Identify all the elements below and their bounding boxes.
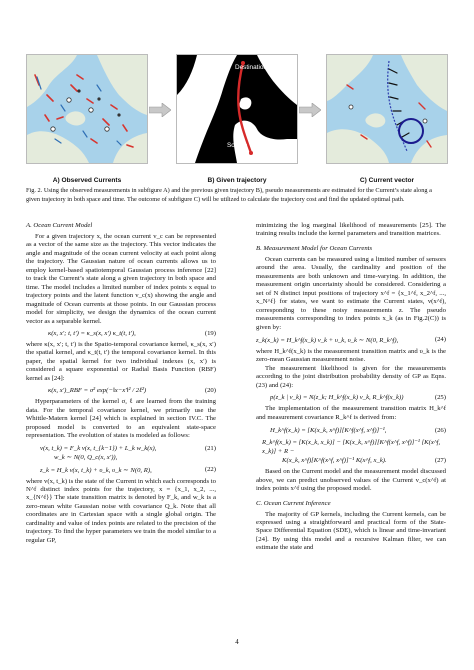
panel-c-map [326,54,448,164]
panel-b-trajectory [176,54,298,164]
paragraph: The majority of GP kernels, including the Current kernels, can be expressed using a straightforward and practical form of the State-Space Differential Equation (SDE), which is linear and time-invariant [24]. By using this model and a recursive Kalman filter, we can estimate the state and [256,510,446,552]
paragraph: The implementation of the measurement transition matrix H_k^f and measurement covariance R_k^f is derived from: [256,405,446,421]
panel-a-label: A) Observed Currents [52,177,122,184]
equation-20: κ(x, x′)_RBF = σ² exp(−‖x−x′‖² / 2ℓ²) (20) [48,387,216,395]
paragraph: Hyperparameters of the kernel σ, ℓ are learned from the training data. For the temporal covariance kernel, we primarily use the Whittle-Matern kernel [24] which is explained in section IV.C. The proposed model is converted to an equivalent state-space representation. The evolution of states is modeled as follows: [26,398,216,440]
left-column [26,222,216,545]
figure-caption: Fig. 2. Using the observed measurements in subfigure A) and the previous given trajectory B), pseudo measurements are estimated for the Current’s state along a given trajectory in both space and time. The outcome of subfigure C) will be utilized to calculate the trajectory cost and find the updated optimal path. [26,187,432,203]
source-label: Source [227,142,248,149]
paragraph: minimizing the log marginal likelihood of measurements [25]. The training results include the kernel parameters and transition matrices. [256,222,446,238]
section-heading-ocean-current-model: A. Ocean Current Model [26,222,93,229]
equation-26: H_k^f(x_k) = [K(x_k, x^f)][K^f(x^f, x^f)]⁻¹, (26) [270,426,446,435]
equation-25: p(z_k | v_k) = N(z_k; H_k^f(x_k) v_k, R_k^f(x_k)) (25) [270,394,446,402]
arrow-right-icon [299,103,321,117]
destination-label: Destination [235,64,267,71]
equation-24: z_k(x_k) = H_k^f(x_k) v_k + υ_k, υ_k ∼ N(0, R_k^f), (24) [256,336,446,344]
panel-a-map [26,54,148,164]
current-vector-map [327,55,447,163]
equation-27: R_k^f(x_k) = [K(x_k, x_k)] − [K(x_k, x^f)][K^f(x^f, x^f)]⁻¹ [K(x^f, x_k)] + R − K(x_k, x^f)[K^f(x^f, x^f)]⁻¹ K(x^f, x_k). (27) [262,439,446,465]
paragraph: where H_k^f(x_k) is the measurement transition matrix and υ_k is the zero-mean Gaussian measurement noise. [256,347,446,364]
panel-c-label: C) Current vector [359,177,415,184]
equation-19: κ(x, x′; t, t′) = κ_s(x, x′) κ_t(t, t′), (19) [48,329,216,337]
section-heading-measurement-model: B. Measurement Model for Ocean Currents [256,244,373,252]
paragraph: For a given trajectory x, the ocean current v_c can be represented as a vector of the same size as the trajectory. This vector indicates the angle and magnitude of the ocean current velocity at each point along the trajectory. The Gaussian nature of ocean currents allows us to employ kernel-based spatiotemporal Gaussian process inference [22] to track the Current’s state along a given trajectory in both space and time. The model includes a limited number of index points x equal to trajectory points and the latent function v_c(x) showing the angle and magnitude of Ocean currents at those points. In our Gaussian process model for simplicity, we design the dynamics of the ocean current vector as a separable kernel. [26,233,216,325]
equation-21: v(x, t_k) = F_k v(x, t_{k−1}) + L_k w_k(x), (21) w_k ∼ N(0, Q_c(x, x′)), [40,444,216,461]
panel-b-label: B) Given trajectory [207,177,267,184]
paragraph: where κ(x, x′; t, t′) is the Spatio-temporal covariance kernel, κ_s(x, x′) the spatial kernel, and κ_t(t, t′) the temporal covariance kernel. In this paper, the spatial kernel for two individual indexes (x, x′) is considered a square exponential or Radial Basis Function (RBF) kernel as [24]: [26,340,216,382]
paragraph: where v(x, t_k) is the state of the Current in which each corresponds to N^f distinct index points for the trajectory, x = {x_1, x_2, ..., x_{N^f}} The state transition matrix is denoted by F_k, and w_k is a zero-mean white Gaussian noise with covariance Q_k. Note that all coordinates are in Cartesian space with a single global origin. The cardinality and value of index points are related to the precision of the trajectory. To find the hyper parameters we train the model similar to a regular GP, [26,477,216,544]
page-number: 4 [235,638,239,646]
paragraph: Based on the Current model and the measurement model discussed above, we can predict unobserved values of the Current v_c(x^f) at index points x^f using the proposed model. [256,468,446,493]
equation-22: z_k = H_k v(x, t_k) + υ_k, υ_k ∼ N(0, R), (22) [40,466,216,474]
section-heading-ocean-current-inference: C. Ocean Current Inference [256,499,331,507]
right-column [256,222,446,553]
paragraph: The measurement likelihood is given for the measurements according to the joint distribution probability density of GP as Eqns.(23) and (24): [256,364,446,389]
given-trajectory-map [177,55,297,163]
observed-currents-map [27,55,147,163]
paragraph: Ocean currents can be measured using a limited number of sensors around the area. Usually, the cardinality and position of the measurements are both unknown and time-varying. In addition, the measurement origin uncertainty should be considered. Considering a set of N distinct input positions of trajectory x^f = {x_1^f, x_2^f, ..., x_N^f} for states, we want to estimate the Current states, v(x^f), corresponding to these noisy measurements z. The pseudo measurements corresponding to index points x_k (as in Fig.2(C)) is given by: [256,255,446,331]
arrow-right-icon [149,103,171,117]
